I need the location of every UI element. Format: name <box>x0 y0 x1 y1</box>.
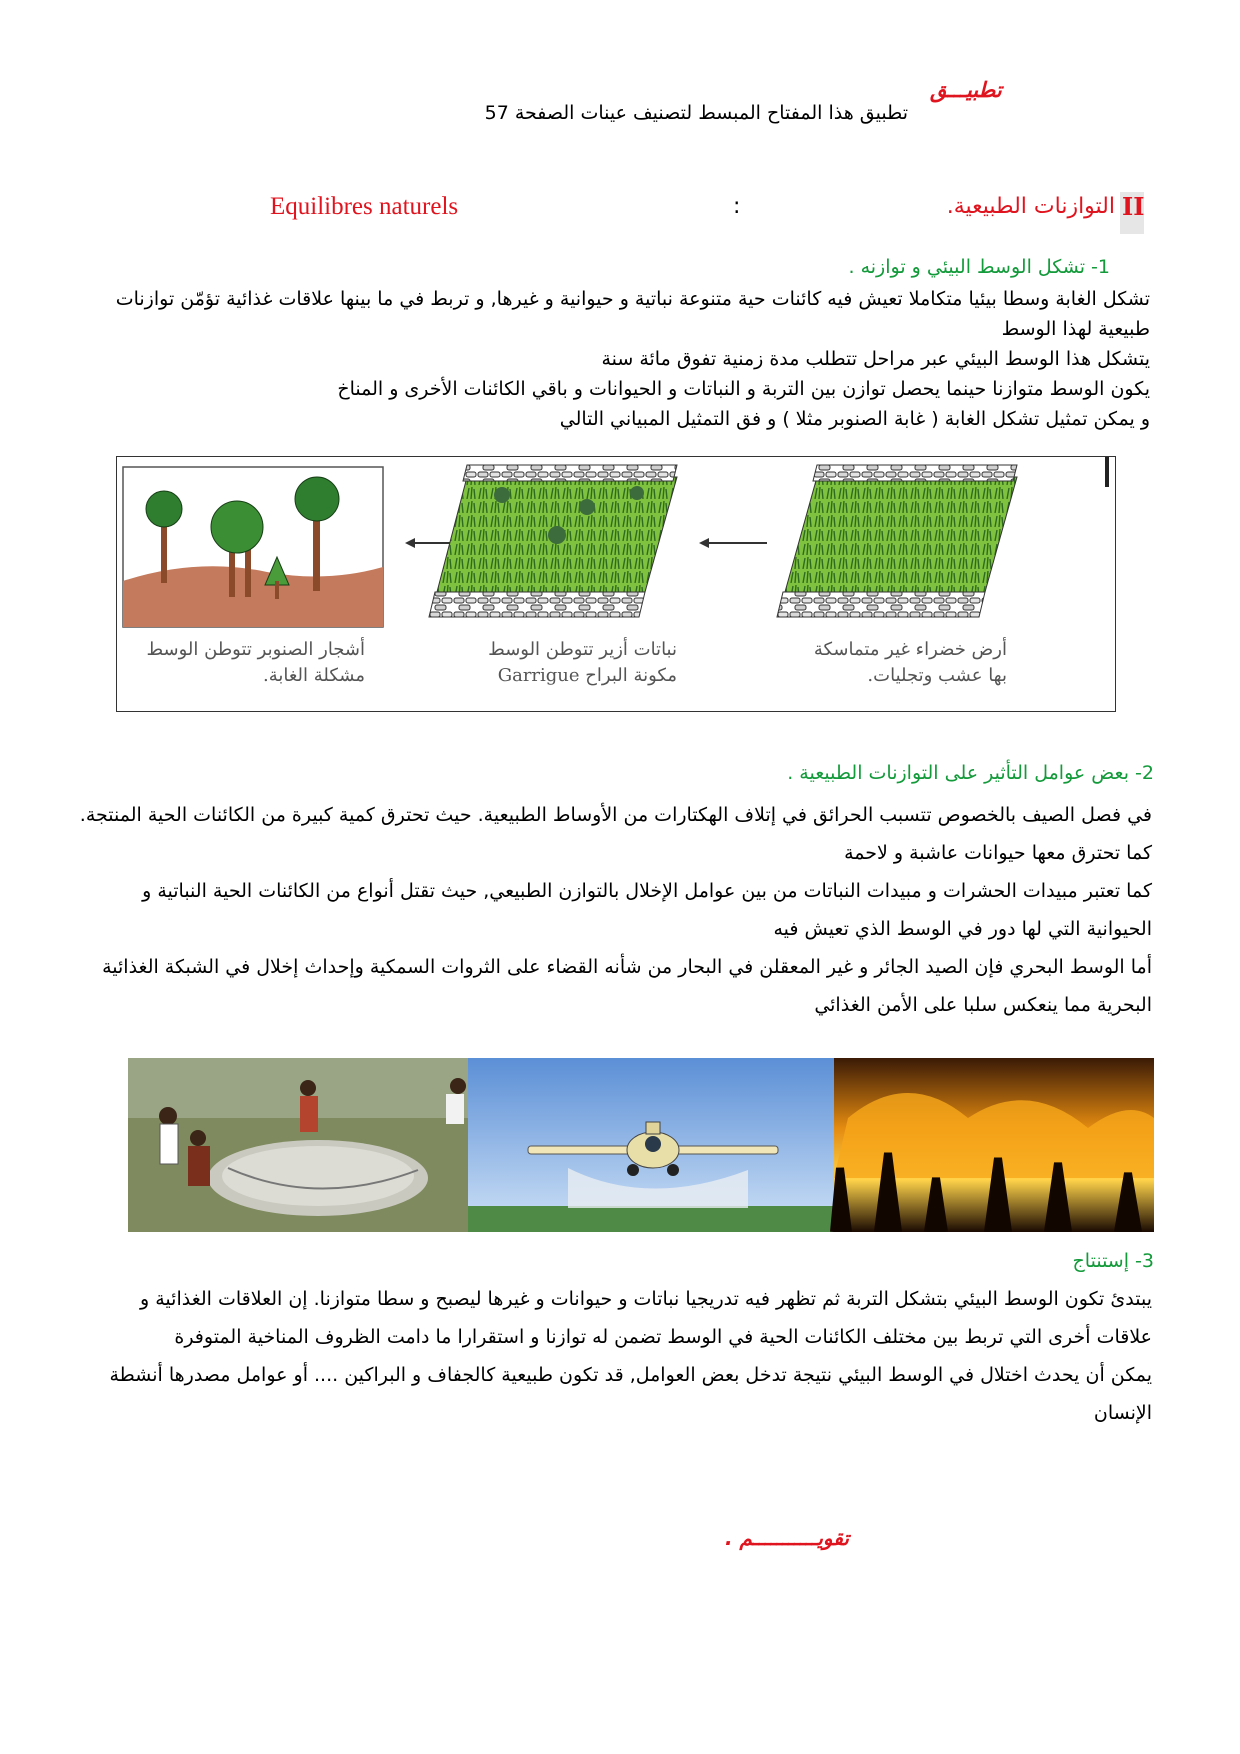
sub3-line: يبتدئ تكون الوسط البيئي بتشكل التربة ثم تظهر فيه تدريجيا نباتات و حيوانات و غيرها ليصبح و سطا متوازنا. إن العلاقات الغذائية و <box>140 1288 1152 1310</box>
caption-line: أرض خضراء غير متماسكة <box>813 639 1007 660</box>
caption-line: نباتات أزير تتوطن الوسط <box>488 639 677 660</box>
caption-line: مشكلة الغابة. <box>262 665 365 686</box>
section-colon: : <box>733 194 741 219</box>
sub2-line: الحيوانية التي لها دور في الوسط الذي تعيش فيه <box>773 918 1152 940</box>
sub1-line: تشكل الغابة وسطا بيئيا متكاملا تعيش فيه كائنات حية متنوعة نباتية و حيوانية و غيرها, و تربط في ما بينها علاقات غذائية تؤمّن توازنات <box>115 288 1150 310</box>
sub1-line: يتشكل هذا الوسط البيئي عبر مراحل تتطلب مدة زمنية تفوق مائة سنة <box>601 348 1150 370</box>
section-roman: II <box>1122 192 1145 221</box>
sub3-line: الإنسان <box>1093 1402 1152 1424</box>
sub2-line: أما الوسط البحري فإن الصيد الجائر و غير المعقلن في البحار من شأنه القضاء على الثروات السمكية وإحداث إخلال في الشبكة الغذائية <box>102 956 1152 978</box>
stage-grassland-caption <box>767 637 1007 689</box>
sub2-line: كما تحترق معها حيوانات عاشبة و لاحمة <box>844 842 1152 864</box>
sub3-line: علاقات أخرى التي تربط بين مختلف الكائنات الحية في الوسط تضمن له توازنا و استقرارا ما دامت الظروف المناخية المتوفرة <box>174 1326 1152 1348</box>
caption-line: أشجار الصنوبر تتوطن الوسط <box>146 639 365 660</box>
sub2-line: البحرية مما ينعكس سلبا على الأمن الغذائي <box>814 994 1152 1016</box>
sub1-heading: 1- تشكل الوسط البيئي و توازنه . <box>848 256 1110 278</box>
sub1-line: يكون الوسط متوازنا حينما يحصل توازن بين التربة و النباتات و الحيوانات و باقي الكائنات الأخرى و المناخ <box>337 378 1150 400</box>
stage-forest-caption <box>125 637 365 689</box>
section-title-fr: Equilibres naturels <box>270 193 459 220</box>
tatbiq-title: تطبيـــق <box>930 78 1002 102</box>
sub2-heading: 2- بعض عوامل التأثير على التوازنات الطبيعية . <box>787 762 1154 784</box>
stage-garrigue-image <box>429 465 677 617</box>
sub2-paragraph <box>79 796 1152 1024</box>
sub2-line: في فصل الصيف بالخصوص تتسبب الحرائق في إتلاف الهكتارات من الأوساط الطبيعية. حيث تحترق كمية كبيرة من الكائنات الحية المنتجة. <box>79 804 1152 826</box>
crop-duster-photo <box>468 1058 834 1232</box>
sub1-line: و يمكن تمثيل تشكل الغابة ( غابة الصنوبر مثلا ) و فق التمثيل المبياني التالي <box>559 408 1150 430</box>
forest-diagram <box>116 456 1116 712</box>
sub3-heading: 3- إستنتاج <box>1072 1250 1154 1272</box>
arrow-icon <box>699 538 767 548</box>
sub1-paragraph <box>100 284 1150 434</box>
sub2-line: كما تعتبر مبيدات الحشرات و مبيدات النباتات من بين عوامل الإخلال بالتوازن الطبيعي, حيث تقتل أنواع من الكائنات الحية النباتية و <box>142 880 1152 902</box>
fishing-photo <box>128 1058 468 1232</box>
sub3-line: يمكن أن يحدث اختلال في الوسط البيئي نتيجة تدخل بعض العوامل, قد تكون طبيعية كالجفاف و البراكين .... أو عوامل مصدرها أنشطة <box>109 1364 1152 1386</box>
tatbiq-text: تطبيق هذا المفتاح المبسط لتصنيف عينات الصفحة 57 <box>484 102 908 124</box>
stage-garrigue-caption <box>462 637 677 689</box>
sub3-paragraph <box>100 1280 1152 1432</box>
caption-line: مكونة البراح Garrigue <box>497 665 677 686</box>
sub1-line: طبيعية لهذا الوسط <box>1001 318 1150 340</box>
stage-forest-image <box>123 467 383 627</box>
photo-strip <box>128 1058 1154 1232</box>
section-title-ar: التوازنات الطبيعية. <box>946 194 1115 219</box>
forest-fire-photo <box>834 1058 1154 1232</box>
taqwim-title: تقويـــــــــــم . <box>725 1526 849 1550</box>
stage-grassland-image <box>777 457 1109 617</box>
caption-line: بها عشب وتجليات. <box>867 665 1007 686</box>
